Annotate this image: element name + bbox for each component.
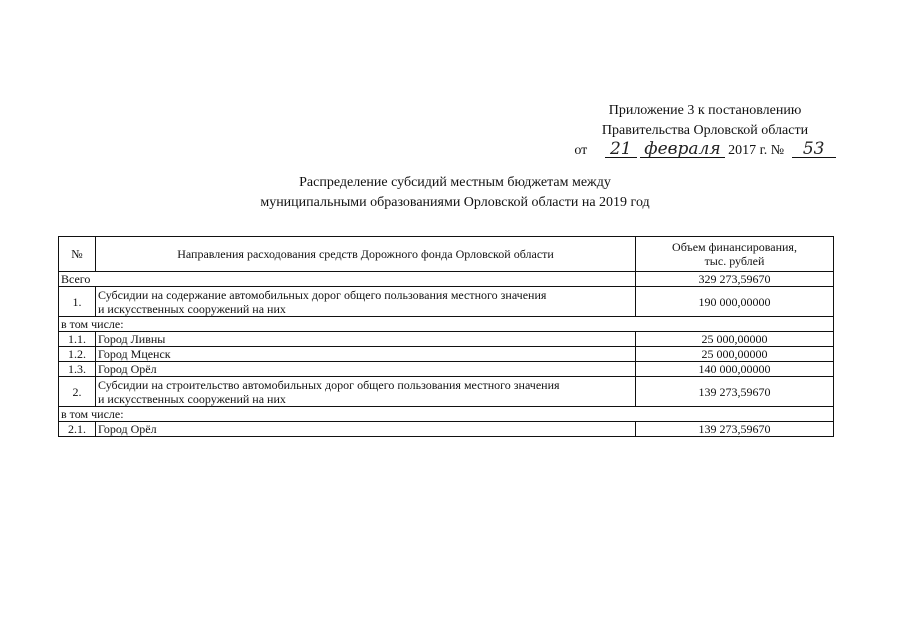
item-value: 25 000,00000 <box>636 347 834 362</box>
handwritten-month: февраля <box>640 141 724 158</box>
section-1-name <box>96 287 636 317</box>
section-2-name-line-2: и искусственных сооружений на них <box>98 391 286 406</box>
table-row <box>59 362 834 377</box>
section-2-name-line-1: Субсидии на строительство автомобильных дорог общего пользования местного значения <box>98 377 560 392</box>
table-row-section-1-subheader <box>59 317 834 332</box>
section-1-value: 190 000,00000 <box>636 287 834 317</box>
section-1-name-line-2: и искусственных сооружений на них <box>98 301 286 316</box>
title-line-1: Распределение субсидий местным бюджетам между <box>299 175 611 190</box>
item-value: 140 000,00000 <box>636 362 834 377</box>
total-label: Всего <box>59 272 636 287</box>
section-2-value: 139 273,59670 <box>636 377 834 407</box>
item-value: 139 273,59670 <box>636 422 834 437</box>
column-header-direction: Направления расходования средств Дорожного фонда Орловской области <box>96 237 636 272</box>
item-name: Город Ливны <box>96 332 636 347</box>
section-2-number: 2. <box>59 377 96 407</box>
appendix-date-line <box>560 141 850 161</box>
column-header-volume-line-1: Объем финансирования, <box>672 240 797 254</box>
handwritten-doc-number: 53 <box>792 141 836 158</box>
table-row-section-2-subheader <box>59 407 834 422</box>
table-row-section-1 <box>59 287 834 317</box>
item-name: Город Орёл <box>96 362 636 377</box>
section-1-name-line-1: Субсидии на содержание автомобильных дорог общего пользования местного значения <box>98 287 547 302</box>
item-name: Город Мценск <box>96 347 636 362</box>
item-number: 1.2. <box>59 347 96 362</box>
total-value: 329 273,59670 <box>636 272 834 287</box>
item-number: 1.1. <box>59 332 96 347</box>
section-1-number: 1. <box>59 287 96 317</box>
date-prefix: от <box>574 143 588 158</box>
date-year-label: 2017 г. № <box>728 143 785 158</box>
table-row <box>59 422 834 437</box>
table-row-total <box>59 272 834 287</box>
item-name: Город Орёл <box>96 422 636 437</box>
item-value: 25 000,00000 <box>636 332 834 347</box>
section-2-subheader: в том числе: <box>59 407 834 422</box>
appendix-line-2: Правительства Орловской области <box>601 123 809 138</box>
document-title <box>200 173 710 213</box>
title-line-2: муниципальными образованиями Орловской области на 2019 год <box>260 195 650 210</box>
item-number: 1.3. <box>59 362 96 377</box>
column-header-volume-line-2: тыс. рублей <box>704 254 765 268</box>
subsidy-table <box>58 236 834 437</box>
table-row <box>59 332 834 347</box>
section-2-name <box>96 377 636 407</box>
column-header-volume <box>636 237 834 272</box>
appendix-header <box>560 101 850 161</box>
handwritten-day: 21 <box>605 141 637 158</box>
column-header-number: № <box>59 237 96 272</box>
table-row-section-2 <box>59 377 834 407</box>
item-number: 2.1. <box>59 422 96 437</box>
appendix-line-1: Приложение 3 к постановлению <box>608 103 802 118</box>
table-header-row <box>59 237 834 272</box>
section-1-subheader: в том числе: <box>59 317 834 332</box>
table-row <box>59 347 834 362</box>
